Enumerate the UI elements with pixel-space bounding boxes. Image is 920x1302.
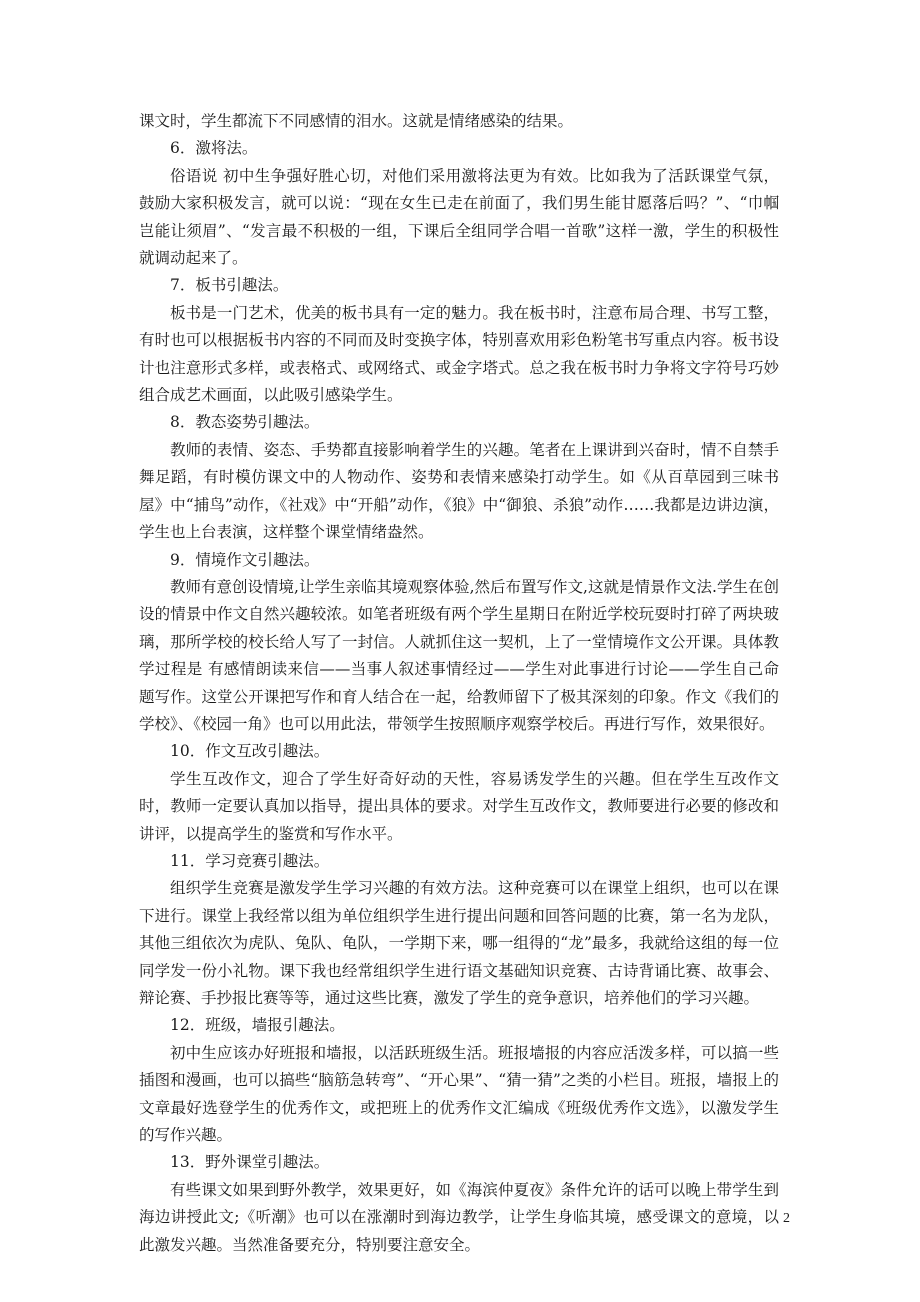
paragraph-10: 学生互改作文，迎合了学生好奇好动的天性，容易诱发学生的兴趣。但在学生互改作文时，教师一定要认真加以指导，提出具体的要求。对学生互改作文，教师要进行必要的修改和讲评，以提高学生的鉴赏和写作水平。 <box>139 769 779 843</box>
paragraph-8: 教师的表情、姿态、手势都直接影响着学生的兴趣。笔者在上课讲到兴奋时，情不自禁手舞足蹈，有时模仿课文中的人物动作、姿势和表情来感染打动学生。如《从百草园到三味书屋》中“捕鸟”动作，《社戏》中“开船”动作，《狼》中“御狼、杀狼”动作……我都是边讲边演，学生也上台表演，这样整个课堂情绪盎然。 <box>139 440 779 542</box>
paragraph-9: 教师有意创设情境,让学生亲临其境观察体验,然后布置写作文,这就是情景作文法.学生在创设的情景中作文自然兴趣较浓。如笔者班级有两个学生星期日在附近学校玩耍时打碎了两块玻璃，那所学校的校长给人写了一封信。人就抓住这一契机，上了一堂情境作文公开课。具体教学过程是 有感情朗读来信——当事人叙述事情经过——学生对此事进行讨论——学生自己命题写作。这堂公开课把写作和育人结合在一起，给教师留下了极其深刻的印象。作文《我们的学校》、《校园一角》也可以用此法，带领学生按照顺序观察学校后。再进行写作，效果很好。 <box>139 577 779 733</box>
section-heading-11: 11．学习竞赛引趣法。 <box>170 851 330 870</box>
page-body <box>139 108 779 1259</box>
section-heading-10: 10．作文互改引趣法。 <box>170 742 330 761</box>
section-heading-6: 6．激将法。 <box>170 139 258 158</box>
paragraph-13: 有些课文如果到野外教学，效果更好，如《海滨仲夏夜》条件允许的话可以晚上带学生到海边讲授此文;《听潮》也可以在涨潮时到海边教学，让学生身临其境，感受课文的意境，以此激发兴趣。当然准备要充分，特别要注意安全。 <box>139 1180 779 1254</box>
paragraph-continuation: 课文时，学生都流下不同感情的泪水。这就是情绪感染的结果。 <box>139 112 574 130</box>
page-number: 2 <box>783 1211 790 1226</box>
section-heading-8: 8．教态姿势引趣法。 <box>170 413 320 432</box>
section-heading-9: 9．情境作文引趣法。 <box>170 550 320 569</box>
section-heading-13: 13．野外课堂引趣法。 <box>170 1153 330 1172</box>
paragraph-6: 俗语说 初中生争强好胜心切，对他们采用激将法更为有效。比如我为了活跃课堂气氛，鼓励大家积极发言，就可以说：“现在女生已走在前面了，我们男生能甘愿落后吗？”、“巾帼岂能让须眉”、“发言最不积极的一组，下课后全组同学合唱一首歌”这样一激，学生的积极性就调动起来了。 <box>139 166 779 268</box>
paragraph-12: 初中生应该办好班报和墙报，以活跃班级生活。班报墙报的内容应活泼多样，可以搞一些插图和漫画，也可以搞些“脑筋急转弯”、“开心果”、“猜一猜”之类的小栏目。班报，墙报上的文章最好选登学生的优秀作文，或把班上的优秀作文汇编成《班级优秀作文选》，以激发学生的写作兴趣。 <box>139 1043 779 1145</box>
paragraph-7: 板书是一门艺术，优美的板书具有一定的魅力。我在板书时，注意布局合理、书写工整，有时也可以根据板书内容的不同而及时变换字体，特别喜欢用彩色粉笔书写重点内容。板书设计也注意形式多样，或表格式、或网络式、或金字塔式。总之我在板书时力争将文字符号巧妙组合成艺术画面，以此吸引感染学生。 <box>139 303 779 405</box>
section-heading-7: 7．板书引趣法。 <box>170 276 289 295</box>
section-heading-12: 12．班级，墙报引趣法。 <box>170 1016 345 1035</box>
paragraph-11: 组织学生竞赛是激发学生学习兴趣的有效方法。这种竞赛可以在课堂上组织，也可以在课下进行。课堂上我经常以组为单位组织学生进行提出问题和回答问题的比赛，第一名为龙队，其他三组依次为虎队、兔队、龟队，一学期下来，哪一组得的“龙”最多，我就给这组的每一位同学发一份小礼物。课下我也经常组织学生进行语文基础知识竞赛、古诗背诵比赛、故事会、辩论赛、手抄报比赛等等，通过这些比赛，激发了学生的竞争意识，培养他们的学习兴趣。 <box>139 879 779 1007</box>
